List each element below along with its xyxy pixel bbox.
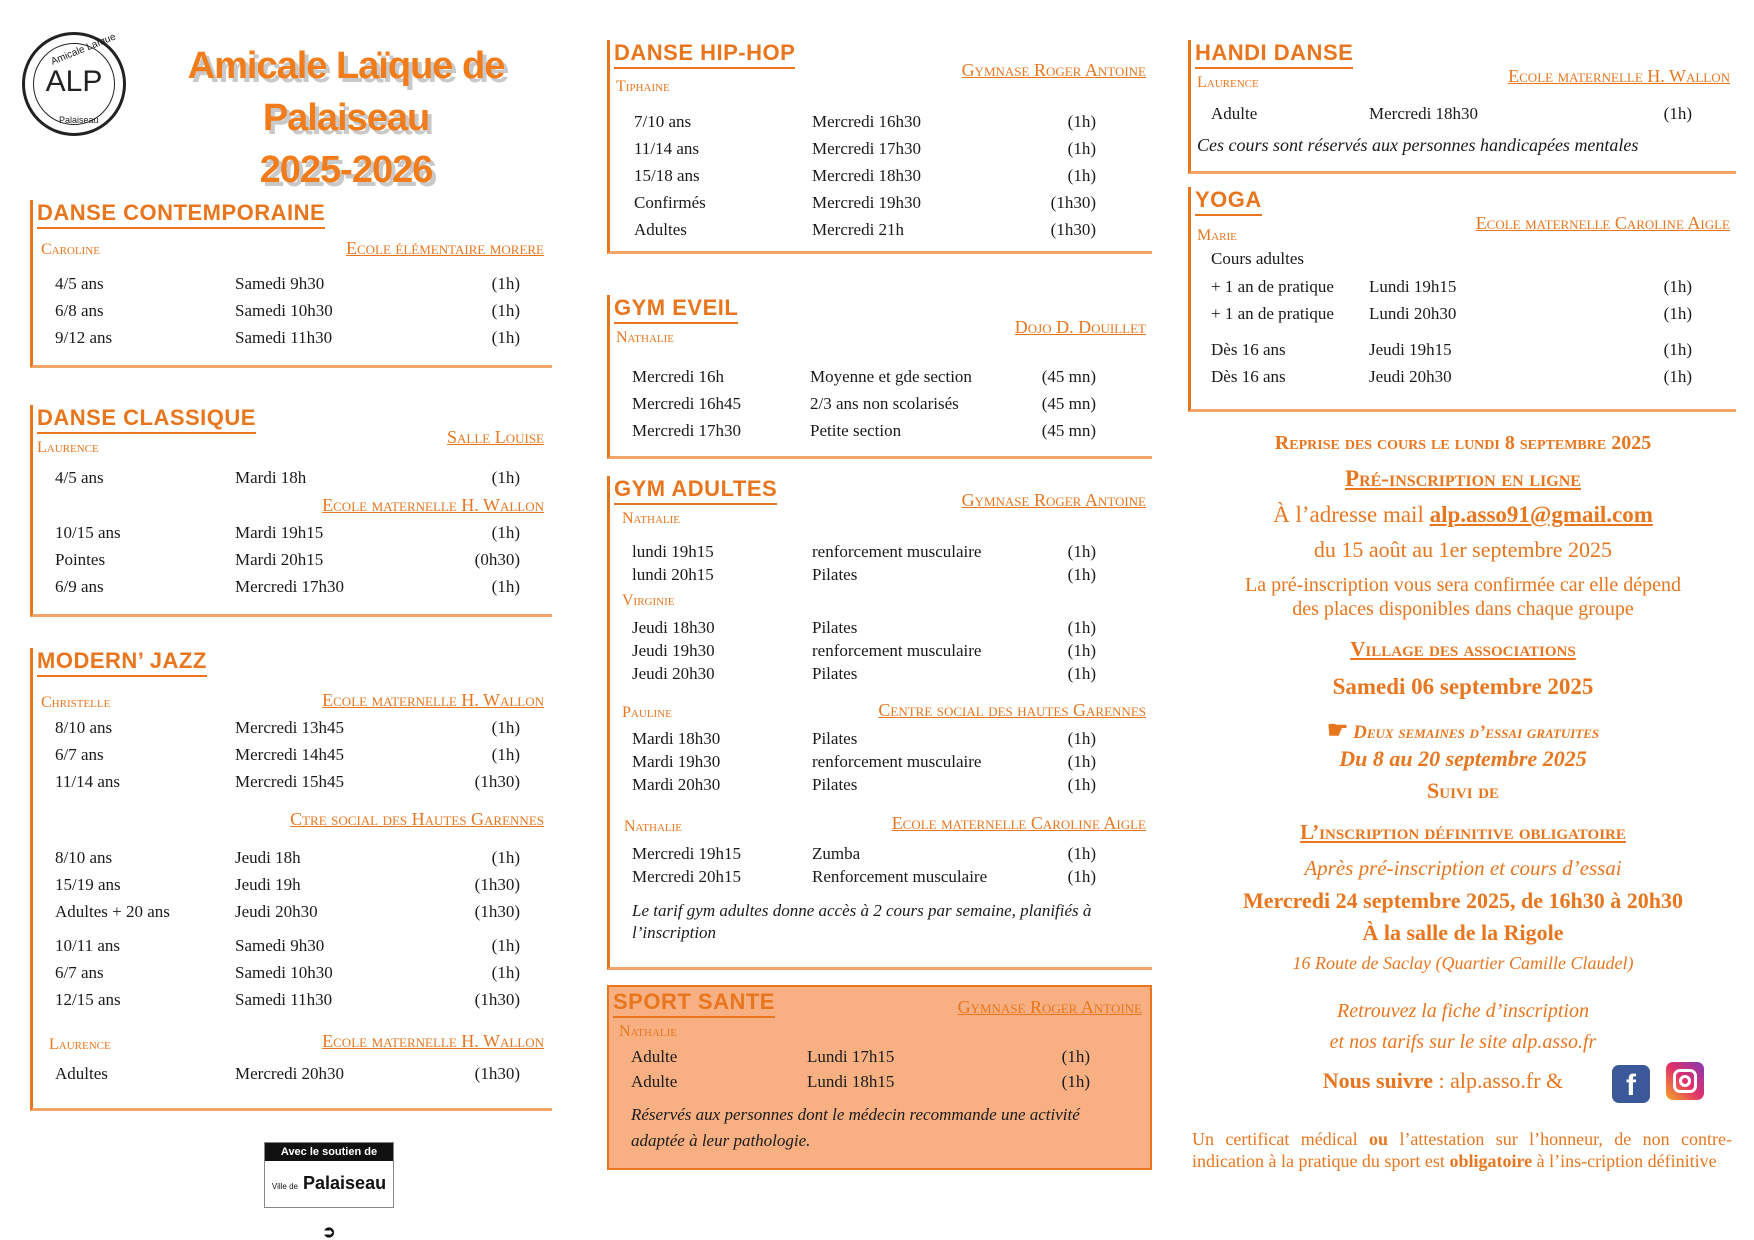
apres-text: Après pré-inscription et cours d’essai	[1304, 856, 1622, 880]
section-title: YOGA	[1195, 187, 1262, 216]
teacher-name: Tiphaine	[616, 78, 670, 95]
schedule-row: 6/9 ans Mercredi 17h30 (1h)	[55, 577, 520, 596]
schedule-row: 12/15 ans Samedi 11h30 (1h30)	[55, 990, 520, 1009]
section-gym-adultes	[607, 476, 1152, 970]
village-date: Samedi 06 septembre 2025	[1332, 674, 1594, 699]
schedule-row: 7/10 ans Mercredi 16h30 (1h)	[634, 112, 1096, 131]
sponsor-caption: Avec le soutien de	[265, 1143, 393, 1161]
section-title: DANSE CLASSIQUE	[37, 405, 256, 434]
alp-logo	[22, 32, 126, 136]
schedule-row: Mardi 19h30 renforcement musculaire (1h)	[632, 752, 1096, 771]
salle-text: À la salle de la Rigole	[1362, 920, 1564, 945]
schedule-row: Mercredi 20h15 Renforcement musculaire (1h)	[632, 867, 1096, 886]
place-link[interactable]: Salle Louise	[447, 427, 544, 447]
schedule-row: 4/5 ans Mardi 18h (1h)	[55, 468, 520, 487]
schedule-row: Jeudi 19h30 renforcement musculaire (1h)	[632, 641, 1096, 660]
mail-dates: du 15 août au 1er septembre 2025	[1313, 537, 1613, 562]
village-title: Village des associations	[1350, 637, 1576, 661]
section-gym-eveil	[607, 295, 1152, 459]
instagram-icon[interactable]	[1666, 1062, 1704, 1100]
teacher-name: Marie	[1197, 227, 1237, 244]
confirm-line2: des places disponibles dans chaque groupe	[1292, 598, 1634, 620]
teacher-name: Laurence	[49, 1036, 111, 1053]
schedule-row: 6/7 ans Mercredi 14h45 (1h)	[55, 745, 520, 764]
sponsor-badge	[264, 1142, 394, 1240]
schedule-row: Mercredi 16h Moyenne et gde section (45 mn)	[632, 367, 1096, 386]
section-title: SPORT SANTE	[613, 989, 775, 1018]
section-title: GYM EVEIL	[614, 295, 738, 324]
section-handi-danse	[1188, 40, 1736, 174]
place-link[interactable]: Ecole maternelle Caroline Aigle	[1475, 213, 1730, 233]
place-link[interactable]: Ecole élémentaire morere	[345, 238, 544, 258]
logo-arc-bottom: Palaiseau	[59, 115, 99, 125]
schedule-row: + 1 an de pratique Lundi 20h30 (1h)	[1211, 304, 1692, 323]
schedule-row: 11/14 ans Mercredi 15h45 (1h30)	[55, 772, 520, 791]
place-link[interactable]: Ecole maternelle H. Wallon	[1508, 66, 1730, 86]
retrouvez-line1: Retrouvez la fiche d’inscription	[1337, 1000, 1589, 1022]
schedule-row: 15/19 ans Jeudi 19h (1h30)	[55, 875, 520, 894]
confirm-line1: La pré-inscription vous sera confirmée car elle dépend	[1245, 574, 1681, 596]
schedule-row: Mercredi 17h30 Petite section (45 mn)	[632, 421, 1096, 440]
teacher-name: Nathalie	[622, 510, 680, 527]
teacher-name: Pauline	[622, 704, 672, 721]
place-link[interactable]: Ecole maternelle H. Wallon	[322, 495, 544, 515]
schedule-row: Jeudi 20h30 Pilates (1h)	[632, 664, 1096, 683]
section-title: DANSE CONTEMPORAINE	[37, 200, 325, 229]
page-title	[136, 40, 556, 196]
schedule-row: Jeudi 18h30 Pilates (1h)	[632, 618, 1096, 637]
schedule-row: 11/14 ans Mercredi 17h30 (1h)	[634, 139, 1096, 158]
section-sport-sante	[607, 985, 1152, 1170]
place-link[interactable]: Centre social des hautes Garennes	[878, 700, 1146, 720]
logo-arc-top: Amicale Laïque	[49, 31, 118, 68]
schedule-row: 6/7 ans Samedi 10h30 (1h)	[55, 963, 520, 982]
suivi-text: Suivi de	[1427, 778, 1499, 803]
place-link[interactable]: Ctre social des Hautes Garennes	[290, 809, 544, 829]
schedule-row: 8/10 ans Mercredi 13h45 (1h)	[55, 718, 520, 737]
teacher-name: Christelle	[41, 694, 111, 711]
schedule-row: Adulte Mercredi 18h30 (1h)	[1211, 104, 1692, 123]
sponsor-logo: Ville de Palaiseau ➲	[271, 1173, 387, 1240]
schedule-row: 6/8 ans Samedi 10h30 (1h)	[55, 301, 520, 320]
section-title: MODERN’ JAZZ	[37, 648, 207, 677]
section-modern-jazz	[30, 648, 552, 1111]
section-hiphop	[607, 40, 1152, 254]
definitive-date: Mercredi 24 septembre 2025, de 16h30 à 20h30	[1243, 888, 1683, 913]
definitive-title: L’inscription définitive obligatoire	[1300, 820, 1626, 844]
reprise-text: Reprise des cours le lundi 8 septembre 2025	[1274, 432, 1652, 454]
pointing-hand-icon: ☛	[1326, 718, 1349, 744]
schedule-row: Adultes + 20 ans Jeudi 20h30 (1h30)	[55, 902, 520, 921]
place-link[interactable]: Ecole maternelle H. Wallon	[322, 1031, 544, 1051]
section-title: GYM ADULTES	[614, 476, 777, 505]
place-link[interactable]: Gymnase Roger Antoine	[961, 490, 1146, 510]
schedule-row: Mardi 20h30 Pilates (1h)	[632, 775, 1096, 794]
preinscription-title: Pré-inscription en ligne	[1345, 466, 1581, 491]
sport-note: Réservés aux personnes dont le médecin recommande une activité adaptée à leur pathologie.	[631, 1105, 1080, 1150]
section-title: DANSE HIP-HOP	[614, 40, 795, 69]
gym-note: Le tarif gym adultes donne accès à 2 cours par semaine, planifiés à l’inscription	[632, 901, 1092, 942]
schedule-row: Mercredi 19h15 Zumba (1h)	[632, 844, 1096, 863]
essai-line: ☛ Deux semaines d’essai gratuites	[1326, 718, 1600, 744]
mail-link[interactable]: alp.asso91@gmail.com	[1429, 502, 1653, 527]
essai-dates: Du 8 au 20 septembre 2025	[1339, 746, 1587, 771]
place-link[interactable]: Dojo D. Douillet	[1014, 317, 1146, 337]
suivre-line: Nous suivre : alp.asso.fr &	[1322, 1068, 1564, 1093]
schedule-row: lundi 20h15 Pilates (1h)	[632, 565, 1096, 584]
adresse-text: 16 Route de Saclay (Quartier Camille Claudel)	[1292, 953, 1634, 973]
schedule-row: 8/10 ans Jeudi 18h (1h)	[55, 848, 520, 867]
place-link[interactable]: Ecole maternelle Caroline Aigle	[891, 813, 1146, 833]
schedule-row: Mardi 18h30 Pilates (1h)	[632, 729, 1096, 748]
teacher-name: Nathalie	[619, 1023, 677, 1040]
teacher-name: Nathalie	[624, 818, 682, 835]
section-danse-classique	[30, 405, 552, 617]
schedule-row: 9/12 ans Samedi 11h30 (1h)	[55, 328, 520, 347]
teacher-name: Virginie	[622, 592, 675, 609]
place-link[interactable]: Ecole maternelle H. Wallon	[322, 690, 544, 710]
schedule-row: Adulte Lundi 17h15 (1h)	[631, 1047, 1090, 1066]
place-link[interactable]: Gymnase Roger Antoine	[961, 60, 1146, 80]
certificat-text: Un certificat médical ou l’attestation sur l’honneur, de non contre-indication à la pratique du sport est obligatoire à l’ins-cription définitive	[1192, 1129, 1732, 1171]
section-yoga	[1188, 187, 1736, 412]
yoga-subtitle: Cours adultes	[1211, 249, 1305, 268]
teacher-name: Laurence	[37, 439, 99, 456]
schedule-row: Confirmés Mercredi 19h30 (1h30)	[634, 193, 1096, 212]
schedule-row: 10/15 ans Mardi 19h15 (1h)	[55, 523, 520, 542]
teacher-name: Caroline	[41, 241, 100, 258]
logo-text: ALP	[45, 65, 103, 98]
schedule-row: 15/18 ans Mercredi 18h30 (1h)	[634, 166, 1096, 185]
title-line1: Amicale Laïque de Palaiseau	[187, 45, 505, 139]
schedule-row: 10/11 ans Samedi 9h30 (1h)	[55, 936, 520, 955]
place-link[interactable]: Gymnase Roger Antoine	[957, 997, 1142, 1017]
schedule-row: Adultes Mercredi 20h30 (1h30)	[55, 1064, 520, 1083]
mail-line: À l’adresse mail alp.asso91@gmail.com	[1273, 502, 1653, 527]
retrouvez-line2: et nos tarifs sur le site alp.asso.fr	[1329, 1031, 1597, 1053]
schedule-row: lundi 19h15 renforcement musculaire (1h)	[632, 542, 1096, 561]
section-danse-contemporaine	[30, 200, 552, 368]
schedule-row: Dès 16 ans Jeudi 19h15 (1h)	[1211, 340, 1692, 359]
schedule-row: Dès 16 ans Jeudi 20h30 (1h)	[1211, 367, 1692, 386]
title-line2: 2025-2026	[259, 149, 433, 191]
facebook-icon[interactable]: f	[1612, 1065, 1650, 1103]
teacher-name: Laurence	[1197, 74, 1259, 91]
schedule-row: Mercredi 16h45 2/3 ans non scolarisés (45 mn)	[632, 394, 1096, 413]
schedule-row: Adultes Mercredi 21h (1h30)	[634, 220, 1096, 239]
schedule-row: + 1 an de pratique Lundi 19h15 (1h)	[1211, 277, 1692, 296]
schedule-row: 4/5 ans Samedi 9h30 (1h)	[55, 274, 520, 293]
schedule-row: Adulte Lundi 18h15 (1h)	[631, 1072, 1090, 1091]
handi-note: Ces cours sont réservés aux personnes handicapées mentales	[1197, 135, 1639, 155]
teacher-name: Nathalie	[616, 329, 674, 346]
section-title: HANDI DANSE	[1195, 40, 1353, 69]
schedule-row: Pointes Mardi 20h15 (0h30)	[55, 550, 520, 569]
